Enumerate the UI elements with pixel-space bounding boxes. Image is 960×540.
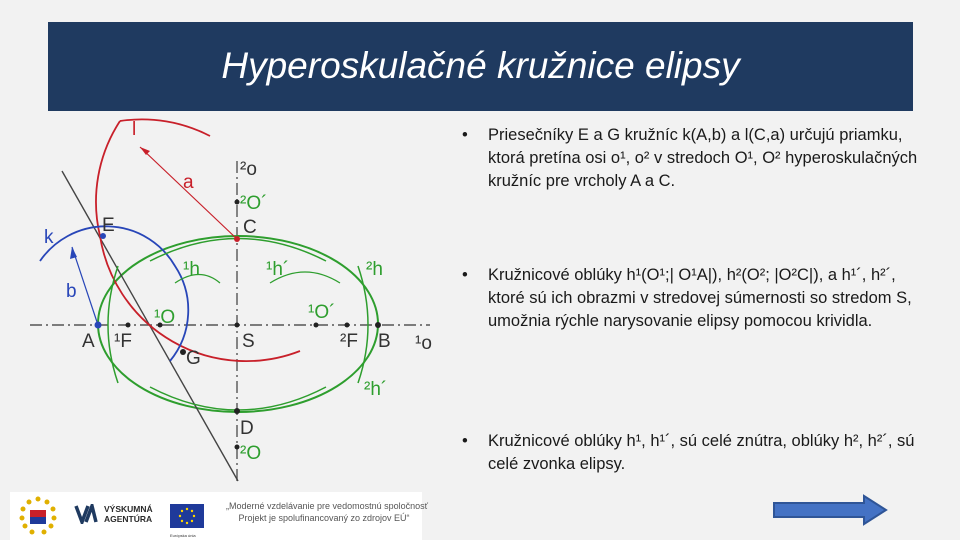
label-D: D (240, 418, 254, 439)
bullet-text: Kružnicové oblúky h¹, h¹´, sú celé znútra, oblúky h², h²´, sú celé zvonka elipsy. (488, 432, 915, 473)
label-O2p: ²O´ (240, 193, 268, 214)
label-a: a (183, 172, 194, 193)
label-z0-top: ²o (240, 159, 257, 180)
label-G: G (186, 348, 201, 369)
label-h1: ¹h (183, 259, 200, 280)
label-h2p: ²h´ (364, 379, 388, 400)
next-arrow-icon[interactable] (772, 494, 888, 526)
label-h2: ²h (366, 259, 383, 280)
label-k: k (44, 227, 54, 248)
label-F1: ¹F (114, 331, 132, 352)
bullet-text: Priesečníky E a G kružníc k(A,b) a l(C,a) určujú priamku, ktorá pretína osi o¹, o² v stredoch O¹, O² hyperoskulačných kružníc pre vrcholy A a C. (488, 126, 918, 190)
label-A: A (82, 331, 95, 352)
eu-caption: Európska únia (170, 533, 196, 538)
bullet-dot: • (462, 126, 468, 144)
label-F2: ²F (340, 331, 358, 352)
agency-name: VÝSKUMNÁ AGENTÚRA (104, 504, 153, 524)
label-O1: ¹O (154, 307, 176, 328)
label-h1p: ¹h´ (266, 259, 290, 280)
slide-title: Hyperoskulačné kružnice elipsy (221, 45, 740, 86)
title-bar (48, 22, 913, 111)
label-C: C (243, 217, 257, 238)
va-logo-icon (74, 504, 98, 524)
label-B: B (378, 331, 391, 352)
footer-logos (10, 492, 428, 540)
bullet-dot: • (462, 266, 468, 284)
arc-h2 (150, 239, 326, 262)
arc-h2p (150, 387, 326, 410)
ellipse-construction-figure (0, 111, 440, 491)
bullet-text: Kružnicové oblúky h¹(O¹;| O¹A|), h²(O²; |O²C|), a h¹´, h²´, ktoré sú ich obrazmi v stredovej súmernosti so stredom S, umožnia rýchle narysovanie elipsy pomocou krividla. (488, 266, 912, 330)
bullet-item (462, 264, 928, 333)
eu-stars-logo-icon (16, 494, 60, 538)
label-O2: ²O (240, 443, 262, 464)
label-E: E (102, 215, 115, 236)
label-l: l (132, 119, 137, 140)
bullet-item (462, 430, 933, 476)
label-z0-right: ¹o (415, 333, 432, 354)
label-S: S (242, 331, 255, 352)
bullet-dot: • (462, 432, 468, 450)
bullet-item (462, 124, 933, 193)
eu-flag-icon (170, 504, 204, 528)
project-text: „Moderné vzdelávanie pre vedomostnú spoločnosť Projekt je spolufinancovaný zo zdrojov EÚ“ (226, 501, 428, 523)
label-O1p: ¹O´ (308, 302, 336, 323)
label-b: b (66, 281, 77, 302)
